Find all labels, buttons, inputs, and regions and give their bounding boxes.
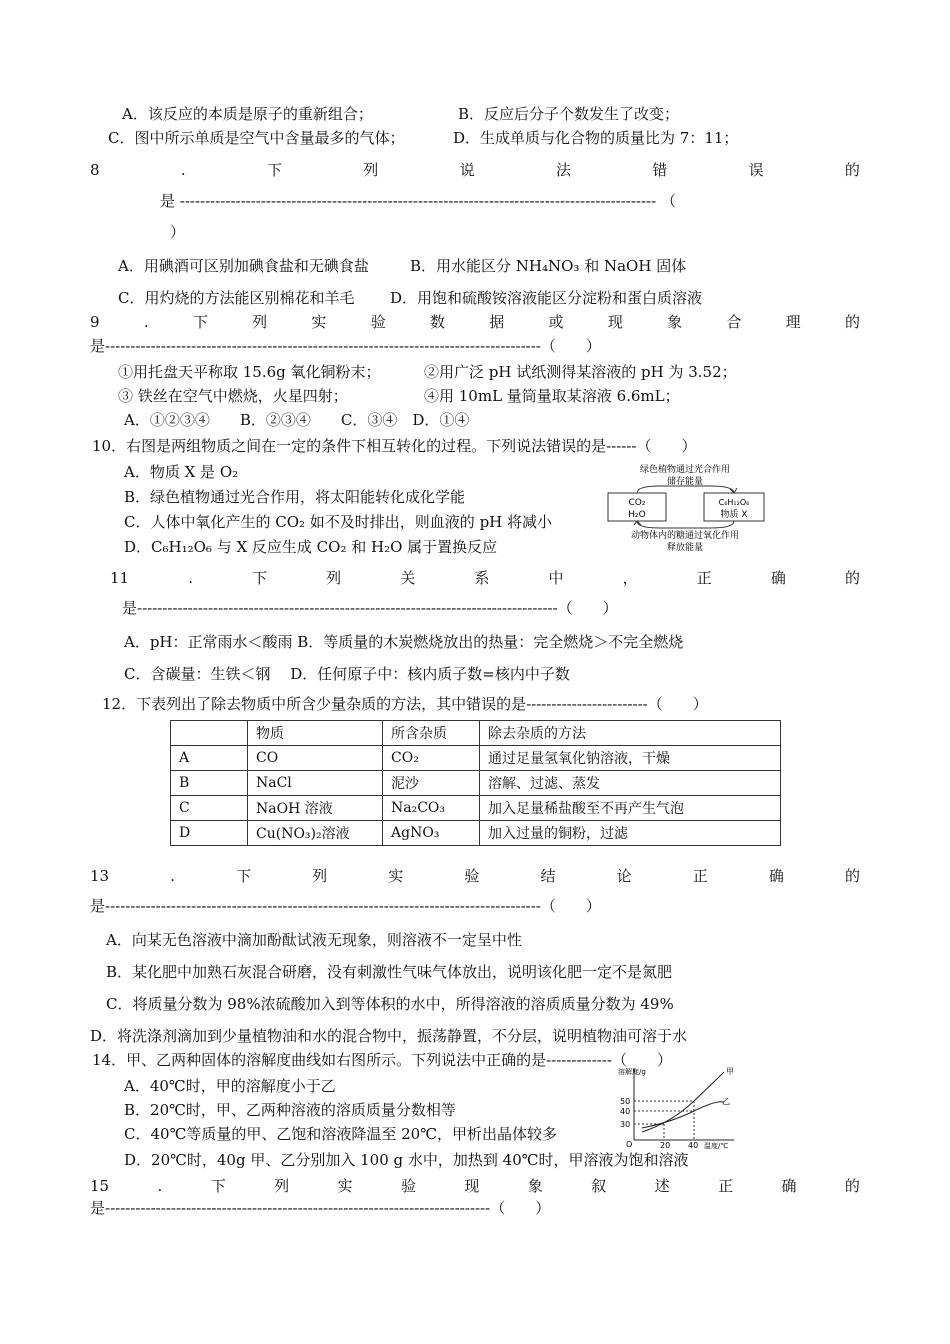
q10-fig-top-label: 绿色植物通过光合作用 bbox=[639, 465, 731, 475]
solubility-curve-figure bbox=[612, 1064, 742, 1150]
q13-option-c: C．将质量分数为 98%浓硫酸加入到等体积的水中，所得溶液的溶质质量分数为 49% bbox=[106, 995, 674, 1013]
q10-fig-top-label2: 储存能量 bbox=[666, 477, 704, 487]
stem-char: 叙 bbox=[591, 1177, 607, 1195]
table-cell: Cu(NO₃)₂溶液 bbox=[248, 821, 383, 846]
q10-option-a: A．物质 X 是 O₂ bbox=[124, 463, 239, 481]
q10-fig-bottom-label2: 释放能量 bbox=[666, 543, 704, 552]
solubility-xtick: 40 bbox=[688, 1141, 699, 1150]
stem-char: 法 bbox=[555, 161, 571, 179]
q8-close-paren: ） bbox=[170, 223, 186, 241]
stem-char: 列 bbox=[326, 569, 342, 587]
table-row bbox=[171, 796, 781, 821]
table-cell: 加入足量稀盐酸至不再产生气泡 bbox=[480, 796, 781, 821]
stem-char: 的 bbox=[844, 1177, 860, 1195]
q10-stem: 10．右图是两组物质之间在一定的条件下相互转化的过程。下列说法错误的是------（ ） bbox=[92, 437, 697, 455]
q13-option-d: D．将洗涤剂滴加到少量植物油和水的混合物中，振荡静置，不分层，说明植物油可溶于水 bbox=[90, 1027, 688, 1045]
stem-char: 数 bbox=[429, 313, 445, 331]
stem-char: 象 bbox=[527, 1177, 543, 1195]
table-header-cell: 所含杂质 bbox=[383, 721, 480, 746]
table-cell: 加入过量的铜粉，过滤 bbox=[480, 821, 781, 846]
stem-char: 说 bbox=[459, 161, 475, 179]
q9-statement-4: ④用 10mL 量筒量取某溶液 6.6mL； bbox=[424, 387, 680, 405]
stem-char: 11 bbox=[110, 569, 130, 587]
q11-option-cd: C．含碳量：生铁＜钢 D．任何原子中：核内质子数=核内中子数 bbox=[124, 665, 570, 683]
stem-char: 列 bbox=[363, 161, 379, 179]
q9-stem bbox=[90, 312, 860, 332]
stem-char: 现 bbox=[607, 313, 623, 331]
stem-char: 中 bbox=[548, 569, 564, 587]
stem-char: 正 bbox=[692, 867, 708, 885]
stem-char: 实 bbox=[311, 313, 327, 331]
q8-option-d: D．用饱和硫酸铵溶液能区分淀粉和蛋白质溶液 bbox=[390, 289, 703, 307]
stem-char: 述 bbox=[654, 1177, 670, 1195]
q8-option-a: A．用碘酒可区别加碘食盐和无碘食盐 bbox=[118, 257, 369, 275]
stem-char: . bbox=[157, 1177, 163, 1195]
q10-option-d: D．C₆H₁₂O₆ 与 X 反应生成 CO₂ 和 H₂O 属于置换反应 bbox=[124, 538, 498, 556]
stem-char: 实 bbox=[388, 867, 404, 885]
table-cell: CO₂ bbox=[383, 746, 480, 771]
stem-char: 列 bbox=[252, 313, 268, 331]
q12-stem: 12．下表列出了除去物质中所含少量杂质的方法，其中错误的是------------------------（ ） bbox=[102, 695, 708, 713]
q14-option-a: A．40℃时，甲的溶解度小于乙 bbox=[124, 1077, 336, 1095]
stem-char: 的 bbox=[844, 569, 860, 587]
table-header-row bbox=[171, 721, 781, 746]
stem-char: 的 bbox=[844, 313, 860, 331]
stem-char: 系 bbox=[474, 569, 490, 587]
q14-option-c: C．40℃等质量的甲、乙饱和溶液降温至 20℃，甲析出晶体较多 bbox=[124, 1125, 557, 1143]
stem-char: 正 bbox=[718, 1177, 734, 1195]
solubility-y-label: 溶解度/g bbox=[618, 1068, 646, 1076]
stem-char: 15 bbox=[90, 1177, 110, 1195]
q9-statement-2: ②用广泛 pH 试纸测得某溶液的 pH 为 3.52； bbox=[424, 363, 737, 381]
q7-option-d: D．生成单质与化合物的质量比为 7：11； bbox=[453, 129, 739, 147]
q10-option-b: B．绿色植物通过光合作用，将太阳能转化成化学能 bbox=[124, 488, 466, 506]
q10-fig-h2o: H₂O bbox=[628, 510, 646, 520]
q15-stem bbox=[90, 1176, 860, 1196]
solubility-origin: O bbox=[626, 1140, 633, 1149]
stem-char: 下 bbox=[236, 867, 252, 885]
solubility-ytick: 30 bbox=[620, 1120, 631, 1129]
stem-char: 列 bbox=[274, 1177, 290, 1195]
stem-char: 的 bbox=[844, 867, 860, 885]
q14-option-d: D．20℃时，40g 甲、乙分别加入 100 g 水中，加热到 40℃时，甲溶液为饱和溶液 bbox=[124, 1151, 689, 1169]
solubility-series-yi: 乙 bbox=[722, 1097, 730, 1106]
table-header-cell bbox=[171, 721, 248, 746]
stem-char: 验 bbox=[464, 867, 480, 885]
table-row bbox=[171, 821, 781, 846]
q10-fig-glucose: C₆H₁₂O₆ bbox=[718, 498, 750, 507]
table-cell: 泥沙 bbox=[383, 771, 480, 796]
q10-fig-co2: CO₂ bbox=[628, 498, 646, 508]
q7-option-c: C．图中所示单质是空气中含量最多的气体； bbox=[108, 129, 405, 147]
stem-char: 确 bbox=[781, 1177, 797, 1195]
stem-char: . bbox=[180, 161, 186, 179]
table-cell: C bbox=[171, 796, 248, 821]
table-cell: NaCl bbox=[248, 771, 383, 796]
stem-char: ， bbox=[622, 569, 638, 587]
solubility-ytick: 50 bbox=[620, 1097, 631, 1106]
stem-char: 下 bbox=[266, 161, 282, 179]
stem-char: 实 bbox=[337, 1177, 353, 1195]
q8-option-b: B．用水能区分 NH₄NO₃ 和 NaOH 固体 bbox=[410, 257, 687, 275]
stem-char: 理 bbox=[785, 313, 801, 331]
stem-char: 误 bbox=[748, 161, 764, 179]
table-row bbox=[171, 746, 781, 771]
table-cell: D bbox=[171, 821, 248, 846]
solubility-series-jia: 甲 bbox=[726, 1067, 734, 1076]
stem-char: 下 bbox=[252, 569, 268, 587]
stem-char: 象 bbox=[667, 313, 683, 331]
q7-option-a: A．该反应的本质是原子的重新组合； bbox=[122, 105, 373, 123]
table-row bbox=[171, 771, 781, 796]
q11-stem-tail: 是-----------------------------------------------------------------------------------（ ） bbox=[122, 599, 618, 617]
table-cell: Na₂CO₃ bbox=[383, 796, 480, 821]
stem-char: 列 bbox=[312, 867, 328, 885]
stem-char: . bbox=[143, 313, 149, 331]
stem-char: 的 bbox=[844, 161, 860, 179]
table-cell: AgNO₃ bbox=[383, 821, 480, 846]
stem-char: . bbox=[170, 867, 175, 885]
solubility-ytick: 40 bbox=[620, 1107, 631, 1116]
q10-conversion-diagram bbox=[600, 462, 770, 552]
table-cell: CO bbox=[248, 746, 383, 771]
stem-char: 现 bbox=[464, 1177, 480, 1195]
q9-statement-3: ③ 铁丝在空气中燃烧，火星四射； bbox=[118, 387, 348, 405]
stem-char: 论 bbox=[616, 867, 632, 885]
stem-char: 合 bbox=[726, 313, 742, 331]
q8-option-c: C．用灼烧的方法能区别棉花和羊毛 bbox=[118, 289, 355, 307]
stem-char: 验 bbox=[400, 1177, 416, 1195]
q14-option-b: B．20℃时，甲、乙两种溶液的溶质质量分数相等 bbox=[124, 1101, 456, 1119]
impurity-removal-table bbox=[170, 720, 781, 846]
q11-stem bbox=[110, 568, 860, 588]
stem-char: 确 bbox=[770, 569, 786, 587]
table-cell: A bbox=[171, 746, 248, 771]
q15-stem-tail: 是----------------------------------------------------------------------------（ ） bbox=[90, 1199, 551, 1217]
stem-char: 关 bbox=[400, 569, 416, 587]
q13-stem bbox=[90, 866, 860, 886]
q11-option-ab: A．pH：正常雨水＜酸雨 B．等质量的木炭燃烧放出的热量：完全燃烧＞不完全燃烧 bbox=[124, 633, 684, 651]
q7-option-b: B．反应后分子个数发生了改变； bbox=[458, 105, 680, 123]
stem-char: . bbox=[188, 569, 193, 587]
q13-option-a: A．向某无色溶液中滴加酚酞试液无现象，则溶液不一定呈中性 bbox=[106, 931, 522, 949]
stem-char: 下 bbox=[192, 313, 208, 331]
table-header-cell: 除去杂质的方法 bbox=[480, 721, 781, 746]
stem-char: 验 bbox=[370, 313, 386, 331]
stem-char: 错 bbox=[652, 161, 668, 179]
q14-stem: 14．甲、乙两种固体的溶解度曲线如右图所示。下列说法中正确的是-------------（ ） bbox=[92, 1051, 672, 1069]
q10-fig-bottom-label: 动物体内的糖通过氧化作用 bbox=[630, 531, 740, 541]
stem-char: 结 bbox=[540, 867, 556, 885]
stem-char: 确 bbox=[768, 867, 784, 885]
stem-char: 据 bbox=[489, 313, 505, 331]
stem-char: 或 bbox=[548, 313, 564, 331]
q8-stem bbox=[90, 160, 860, 180]
stem-char: 正 bbox=[696, 569, 712, 587]
q13-option-b: B．某化肥中加熟石灰混合研磨，没有刺激性气味气体放出，说明该化肥一定不是氮肥 bbox=[106, 963, 673, 981]
stem-char: 13 bbox=[90, 867, 110, 885]
q9-stem-tail: 是--------------------------------------------------------------------------------------（ ） bbox=[90, 337, 601, 355]
table-cell: NaOH 溶液 bbox=[248, 796, 383, 821]
table-cell: B bbox=[171, 771, 248, 796]
q9-statement-1: ①用托盘天平称取 15.6g 氧化铜粉末； bbox=[118, 363, 381, 381]
table-cell: 溶解、过滤、蒸发 bbox=[480, 771, 781, 796]
solubility-xtick: 20 bbox=[660, 1141, 671, 1150]
q9-choices: A．①②③④ B．②③④ C．③④ D．①④ bbox=[124, 411, 470, 429]
solubility-x-label: 温度/℃ bbox=[704, 1142, 729, 1150]
q13-stem-tail: 是--------------------------------------------------------------------------------------（ ） bbox=[90, 897, 601, 915]
q10-option-c: C．人体中氧化产生的 CO₂ 如不及时排出，则血液的 pH 将减小 bbox=[124, 513, 553, 531]
q10-fig-substance-x: 物质 X bbox=[720, 510, 748, 520]
stem-char: 9 bbox=[90, 313, 100, 331]
table-cell: 通过足量氢氧化钠溶液，干燥 bbox=[480, 746, 781, 771]
q8-stem-tail: 是 ---------------------------------------------------------------------------------------------- （ bbox=[160, 192, 676, 210]
stem-char: 下 bbox=[210, 1177, 226, 1195]
table-header-cell: 物质 bbox=[248, 721, 383, 746]
stem-char: 8 bbox=[90, 161, 100, 179]
